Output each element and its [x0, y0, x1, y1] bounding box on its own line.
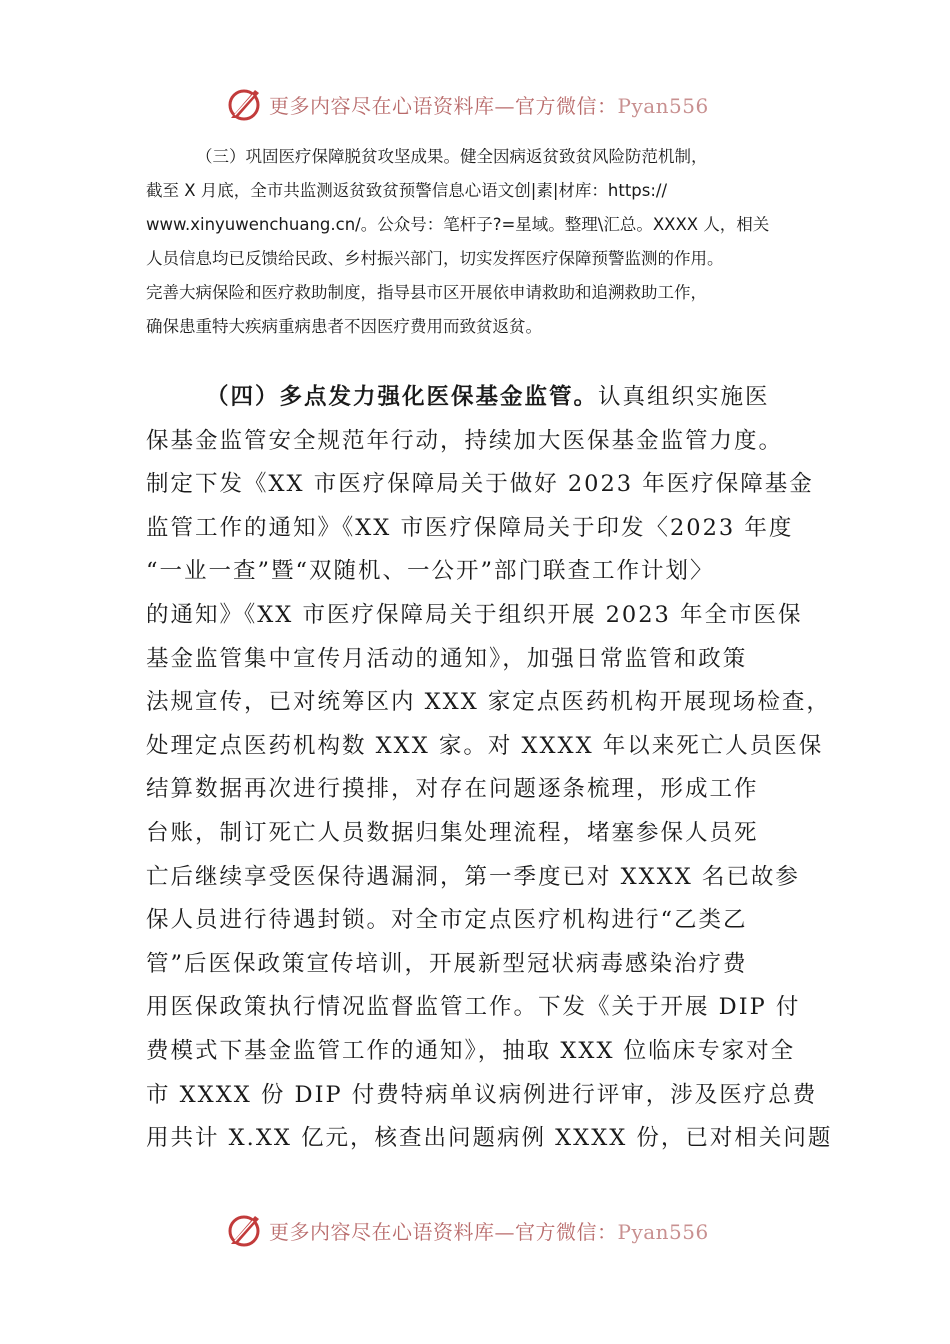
header-watermark-banner	[225, 82, 709, 126]
heading-line-rest: 认真组织实施医	[598, 384, 770, 410]
paragraph-line: 基金监管集中宣传月活动的通知》，加强日常监管和政策	[146, 645, 748, 672]
paragraph-line: 用共计 X.XX 亿元，核查出问题病例 XXXX 份，已对相关问题	[146, 1125, 833, 1152]
quill-logo-icon	[225, 84, 265, 124]
paragraph-line: 人员信息均已反馈给民政、乡村振兴部门，切实发挥医疗保障预警监测的作用。	[146, 249, 724, 268]
section-3-paragraph	[146, 140, 826, 344]
paragraph-line: 处理定点医药机构数 XXX 家。对 XXXX 年以来死亡人员医保	[146, 732, 824, 759]
paragraph-line: （三）巩固医疗保障脱贫攻坚成果。健全因病返贫致贫风险防范机制，	[196, 147, 708, 166]
paragraph-line: 截至 X 月底，全市共监测返贫致贫预警信息心语文创|素|材库：https://	[146, 181, 668, 200]
paragraph-line: 完善大病保险和医疗救助制度，指导县市区开展依申请救助和追溯救助工作，	[146, 283, 707, 302]
paragraph-line	[146, 376, 846, 420]
wechat-id: Pyan556	[617, 93, 709, 118]
section-4-paragraph	[146, 376, 846, 1161]
paragraph-line: 台账，制订死亡人员数据归集处理流程，堵塞参保人员死	[146, 819, 759, 846]
watermark-text: 更多内容尽在心语资料库—官方微信：Pyan556	[269, 93, 709, 118]
paragraph-line: 确保患重特大疾病重病患者不因医疗费用而致贫返贫。	[146, 317, 542, 336]
paragraph-line: 保基金监管安全规范年行动，持续加大医保基金监管力度。	[146, 427, 784, 454]
quill-logo-icon	[225, 1210, 265, 1250]
paragraph-line: www.xinyuwenchuang.cn/。公众号：笔杆子?=星域。整理\汇总。XXXX 人，相关	[146, 215, 770, 234]
paragraph-line: 结算数据再次进行摸排，对存在问题逐条梳理，形成工作	[146, 776, 759, 803]
watermark-text: 更多内容尽在心语资料库—官方微信：Pyan556	[269, 1219, 709, 1244]
footer-watermark-banner	[225, 1208, 709, 1252]
wechat-id: Pyan556	[617, 1219, 709, 1244]
paragraph-line: 的通知》《XX 市医疗保障局关于组织开展 2023 年全市医保	[146, 601, 803, 628]
paragraph-line: 保人员进行待遇封锁。对全市定点医疗机构进行“乙类乙	[146, 907, 748, 934]
paragraph-line: 制定下发《XX 市医疗保障局关于做好 2023 年医疗保障基金	[146, 471, 814, 498]
paragraph-line: 监管工作的通知》《XX 市医疗保障局关于印发〈2023 年度	[146, 514, 794, 541]
paragraph-line: “一业一查”暨“双随机、一公开”部门联查工作计划〉	[146, 558, 715, 585]
paragraph-line: 用医保政策执行情况监督监管工作。下发《关于开展 DIP 付	[146, 994, 801, 1021]
paragraph-line: 亡后继续享受医保待遇漏洞，第一季度已对 XXXX 名已故参	[146, 863, 800, 890]
section-4-heading: （四）多点发力强化医保基金监管。	[206, 384, 599, 410]
paragraph-line: 市 XXXX 份 DIP 付费特病单议病例进行评审，涉及医疗总费	[146, 1081, 818, 1108]
paragraph-line: 管”后医保政策宣传培训，开展新型冠状病毒感染治疗费	[146, 950, 748, 977]
paragraph-line: 费模式下基金监管工作的通知》，抽取 XXX 位临床专家对全	[146, 1037, 796, 1064]
paragraph-line: 法规宣传，已对统筹区内 XXX 家定点医药机构开展现场检查，	[146, 689, 831, 716]
